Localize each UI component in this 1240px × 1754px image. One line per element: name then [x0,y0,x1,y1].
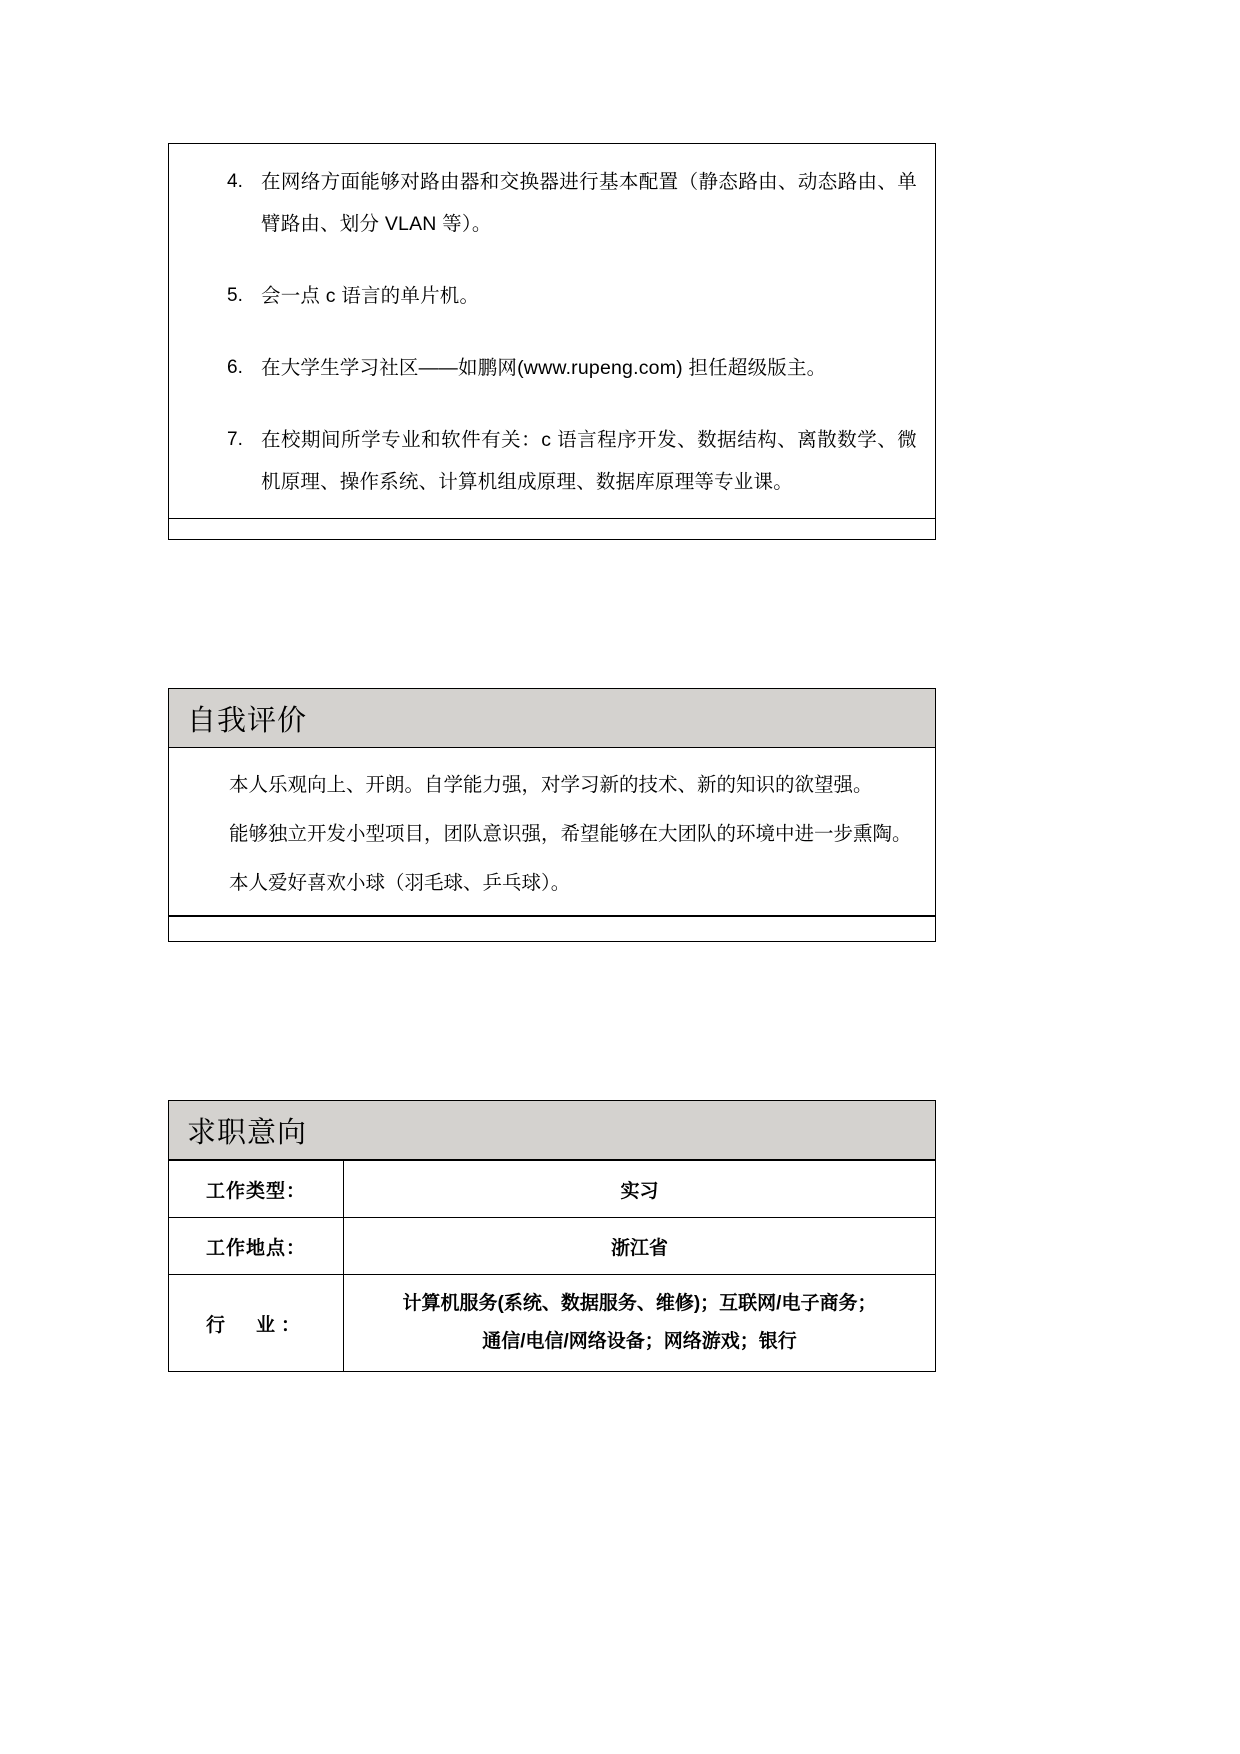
list-item-number: 7. [227,428,243,450]
skills-section [168,143,936,540]
skills-spacer-row [168,518,936,540]
self-evaluation-spacer-row [168,916,936,942]
self-evaluation-body [168,748,936,916]
table-row [169,1218,936,1275]
job-intention-table [168,1160,936,1372]
row-value: 浙江省 [344,1218,936,1275]
skills-list-box [168,143,936,518]
paragraph: 本人乐观向上、开朗。自学能力强，对学习新的技术、新的知识的欲望强。 [229,774,873,796]
list-item-number: 4. [227,171,243,192]
list-item [187,276,917,318]
list-item-text: 在网络方面能够对路由器和交换器进行基本配置（静态路由、动态路由、单臂路由、划分 VLAN 等）。 [261,171,917,235]
table-row [169,1275,936,1372]
row-label: 行 业： [169,1275,344,1372]
paragraph: 本人爱好喜欢小球（羽毛球、乒乓球）。 [229,871,571,894]
list-item [187,162,917,246]
list-item-number: 6. [227,356,243,378]
list-item [187,348,917,390]
list-item-text: 在大学生学习社区——如鹏网(www.rupeng.com) 担任超级版主。 [261,356,827,379]
list-item [187,420,917,504]
job-intention-section [168,1100,936,1372]
self-evaluation-heading: 自我评价 [168,688,936,748]
list-item-text: 在校期间所学专业和软件有关：c 语言程序开发、数据结构、离散数学、微机原理、操作系统、计算机组成原理、数据库原理等专业课。 [261,428,917,493]
self-evaluation-section [168,688,936,942]
job-intention-heading: 求职意向 [168,1100,936,1160]
row-value: 实习 [344,1161,936,1218]
row-value [344,1275,936,1372]
list-item-number: 5. [227,284,243,306]
row-value-line-1: 计算机服务(系统、数据服务、维修)；互联网/电子商务； [402,1293,877,1314]
row-value-line-2: 通信/电信/网络设备；网络游戏；银行 [482,1331,797,1352]
skills-list [187,162,917,504]
row-label: 工作类型： [169,1161,344,1218]
row-label: 工作地点： [169,1218,344,1275]
table-row [169,1161,936,1218]
list-item-text: 会一点 c 语言的单片机。 [261,284,480,307]
paragraph: 能够独立开发小型项目，团队意识强，希望能够在大团队的环境中进一步熏陶。 [229,822,912,845]
